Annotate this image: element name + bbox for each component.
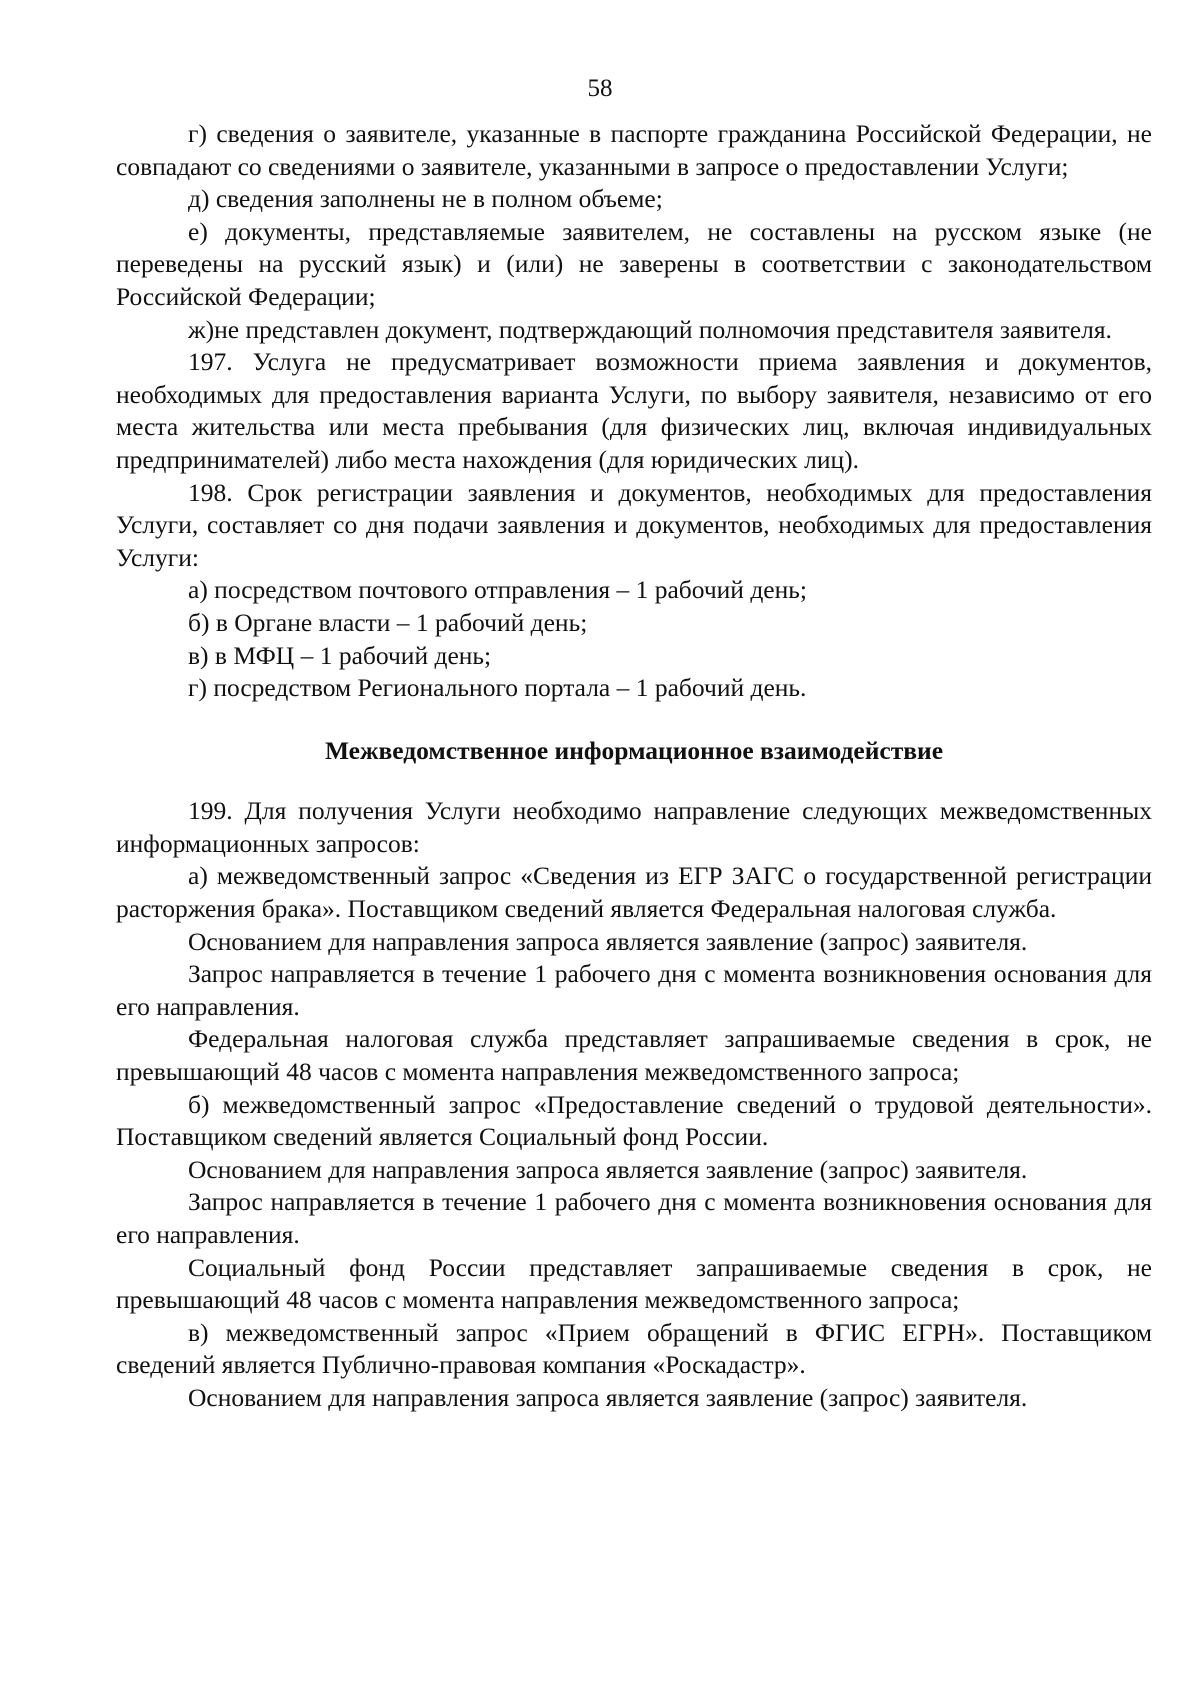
paragraph: д) сведения заполнены не в полном объеме; (188, 184, 663, 214)
document-body (116, 118, 1152, 1415)
paragraph: ж)не представлен документ, подтверждающий полномочия представителя заявителя. (188, 314, 1112, 344)
paragraph: Социальный фонд России представляет запрашиваемые сведения в срок, не превышающий 48 часов с момента направления межведомственного запроса; (116, 1252, 1152, 1315)
page-number: 58 (587, 75, 613, 102)
paragraph: 197. Услуга не предусматривает возможности приема заявления и документов, необходимых для предоставления варианта Услуги, по выбору заявителя, независимо от его места жительства или места пребывания (для физических лиц, включая индивидуальных предпринимателей) либо места нахождения (для юридических лиц). (116, 347, 1152, 474)
paragraph: в) межведомственный запрос «Прием обращений в ФГИС ЕГРН». Поставщиком сведений является Публично-правовая компания «Роскадастр». (116, 1317, 1152, 1380)
paragraph: Федеральная налоговая служба представляет запрашиваемые сведения в срок, не превышающий 48 часов с момента направления межведомственного запроса; (116, 1024, 1152, 1087)
paragraph: 199. Для получения Услуги необходимо направление следующих межведомственных информационных запросов: (116, 796, 1152, 858)
paragraph: в) в МФЦ – 1 рабочий день; (188, 640, 492, 670)
paragraph: б) межведомственный запрос «Предоставление сведений о трудовой деятельности». Поставщиком сведений является Социальный фонд России. (116, 1089, 1152, 1152)
paragraph: е) документы, представляемые заявителем, не составлены на русском языке (не переведены на русский язык) и (или) не заверены в соответствии с законодательством Российской Федерации; (116, 216, 1152, 311)
paragraph: Запрос направляется в течение 1 рабочего дня с момента возникновения основания для его направления. (116, 1187, 1152, 1249)
paragraph: а) межведомственный запрос «Сведения из ЕГР ЗАГС о государственной регистрации расторжения брака». Поставщиком сведений является Федеральная налоговая служба. (116, 861, 1152, 924)
paragraph: г) посредством Регионального портала – 1 рабочий день. (188, 673, 807, 703)
paragraph: Основанием для направления запроса является заявление (запрос) заявителя. (188, 926, 1028, 956)
paragraph: 198. Срок регистрации заявления и документов, необходимых для предоставления Услуги, составляет со дня подачи заявления и документов, необходимых для предоставления Услуги: (116, 477, 1152, 572)
section-heading: Межведомственное информационное взаимодействие (324, 735, 944, 765)
paragraph: б) в Органе власти – 1 рабочий день; (188, 607, 588, 637)
paragraph: г) сведения о заявителе, указанные в паспорте гражданина Российской Федерации, не совпадают со сведениями о заявителе, указанными в запросе о предоставлении Услуги; (116, 119, 1152, 181)
paragraph: а) посредством почтового отправления – 1 рабочий день; (188, 575, 807, 605)
paragraph: Основанием для направления запроса является заявление (запрос) заявителя. (188, 1154, 1028, 1184)
paragraph: Запрос направляется в течение 1 рабочего дня с момента возникновения основания для его направления. (116, 959, 1152, 1021)
paragraph: Основанием для направления запроса является заявление (запрос) заявителя. (188, 1382, 1028, 1412)
